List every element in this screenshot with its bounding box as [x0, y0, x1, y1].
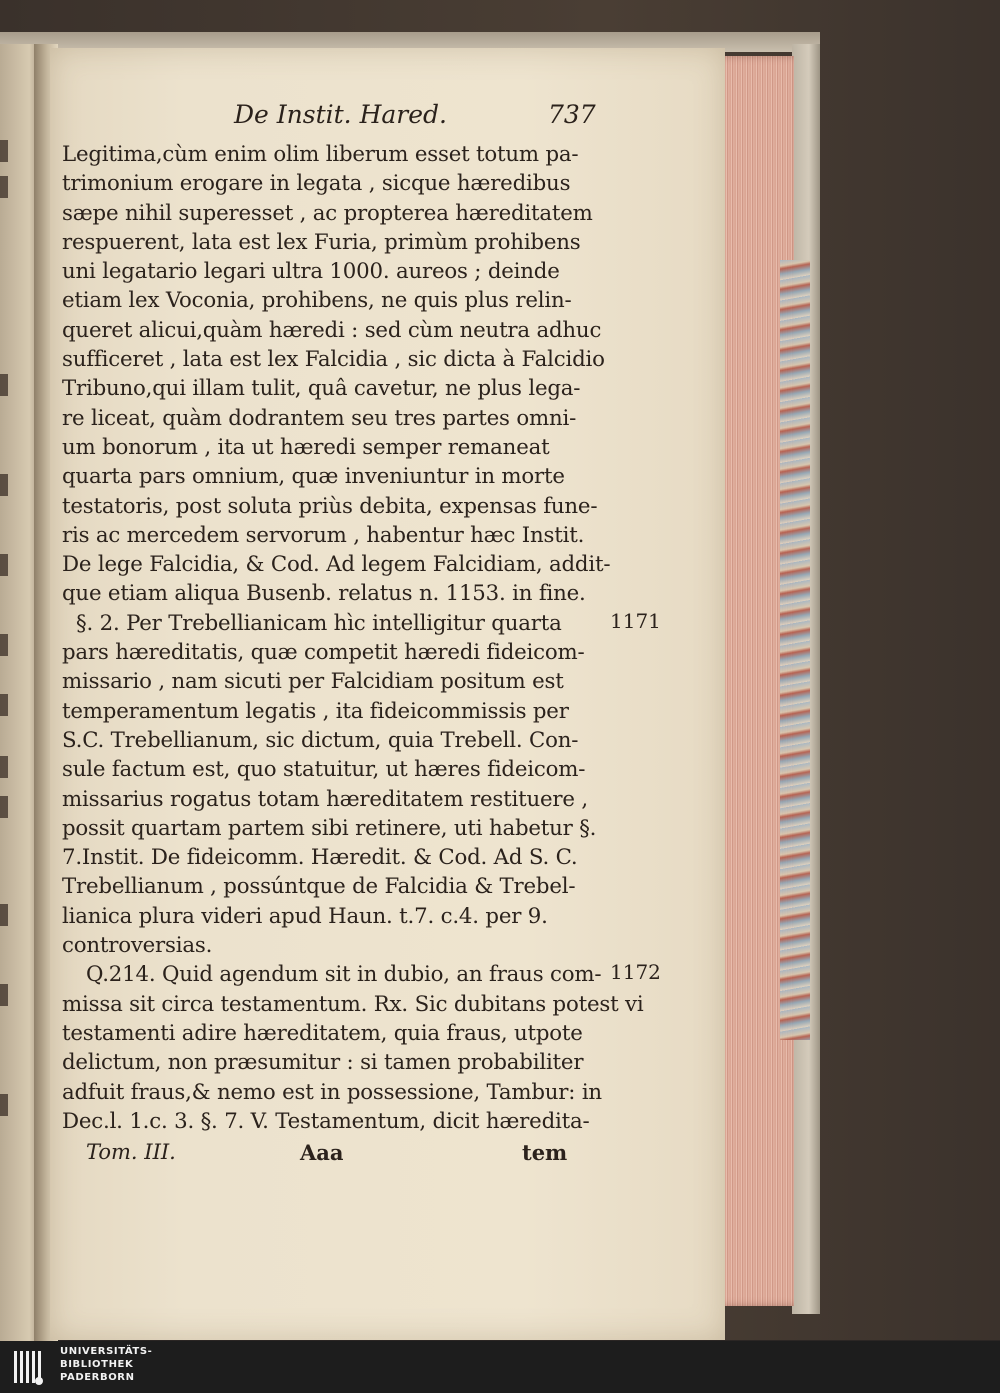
- text-line: sæpe nihil superesset , ac propterea hæreditatem: [62, 200, 593, 226]
- text-line: re liceat, quàm dodrantem seu tres partes omni-: [62, 405, 577, 431]
- text-line: 7.Instit. De fideicomm. Hæredit. & Cod. Ad S. C.: [62, 845, 578, 871]
- logo-line: PADERBORN: [60, 1372, 135, 1383]
- text-line: respuerent, lata est lex Furia, primùm prohibens: [62, 229, 581, 255]
- text-line: missarius rogatus totam hæreditatem restituere ,: [62, 786, 588, 812]
- text-line: testatoris, post soluta priùs debita, expensas fune-: [62, 493, 598, 519]
- text-line: testamenti adire hæreditatem, quia fraus, utpote: [62, 1020, 583, 1046]
- text-line: possit quartam partem sibi retinere, uti habetur §.: [62, 815, 597, 841]
- marbled-edge: [780, 260, 810, 1040]
- text-line: Tribuno,qui illam tulit, quâ cavetur, ne plus lega-: [62, 376, 581, 402]
- text-line: quarta pars omnium, quæ inveniuntur in morte: [62, 464, 565, 490]
- text-line: missario , nam sicuti per Falcidiam positum est: [62, 669, 564, 695]
- text-line: §. 2. Per Trebellianicam hìc intelligitur quarta: [76, 610, 562, 636]
- logo-line: UNIVERSITÄTS-: [60, 1346, 153, 1357]
- running-head: [60, 100, 600, 134]
- text-line: Q.214. Quid agendum sit in dubio, an fraus com-: [86, 962, 602, 988]
- text-line: uni legatario legari ultra 1000. aureos ; deinde: [62, 259, 560, 285]
- text-line: Dec.l. 1.c. 3. §. 7. V. Testamentum, dicit hæredita-: [62, 1108, 590, 1134]
- text-line: etiam lex Voconia, prohibens, ne quis plus relin-: [62, 288, 572, 314]
- library-footer-bar: [0, 1341, 1000, 1393]
- text-line: temperamentum legatis , ita fideicommissis per: [62, 698, 569, 724]
- text-line: queret alicui,quàm hæredi : sed cùm neutra adhuc: [62, 317, 602, 343]
- text-line: De lege Falcidia, & Cod. Ad legem Falcidiam, addit-: [62, 552, 611, 578]
- text-line: adfuit fraus,& nemo est in possessione, Tambur: in: [62, 1079, 602, 1105]
- library-logo-text: [60, 1345, 152, 1384]
- logo-line: BIBLIOTHEK: [60, 1359, 134, 1370]
- text-line: um bonorum , ita ut hæredi semper remaneat: [62, 434, 550, 460]
- volume-mark: Tom. III.: [86, 1140, 176, 1164]
- text-line: sufficeret , lata est lex Falcidia , sic dicta à Falcidio: [62, 347, 605, 373]
- catchword: tem: [522, 1140, 568, 1165]
- text-line: S.C. Trebellianum, sic dictum, quia Trebell. Con-: [62, 727, 579, 753]
- text-line: missa sit circa testamentum. Rx. Sic dubitans potest vi: [62, 991, 644, 1017]
- text-line: trimonium erogare in legata , sicque hæredibus: [62, 171, 571, 197]
- margin-note: 1172: [610, 960, 661, 984]
- page-footer: [62, 1140, 582, 1170]
- text-line: que etiam aliqua Busenb. relatus n. 1153. in fine.: [62, 581, 586, 607]
- text-line: Trebellianum , possúntque de Falcidia & Trebel-: [62, 874, 576, 900]
- text-line: controversias.: [62, 933, 213, 959]
- left-page-text-fragments: [0, 44, 18, 1344]
- text-line: lianica plura videri apud Haun. t.7. c.4. per 9.: [62, 903, 548, 929]
- text-line: pars hæreditatis, quæ competit hæredi fideicom-: [62, 640, 585, 666]
- text-line: sule factum est, quo statuitur, ut hæres fideicom-: [62, 757, 586, 783]
- library-logo-icon: [12, 1347, 46, 1387]
- text-line: ris ac mercedem servorum , habentur hæc Instit.: [62, 522, 585, 548]
- page-number: 737: [548, 100, 596, 129]
- signature-mark: Aaa: [300, 1140, 344, 1165]
- text-line: delictum, non præsumitur : si tamen probabiliter: [62, 1050, 584, 1076]
- text-line: Legitima,cùm enim olim liberum esset totum pa-: [62, 142, 579, 167]
- running-title: De Instit. Hared.: [234, 100, 447, 129]
- margin-note: 1171: [610, 609, 661, 633]
